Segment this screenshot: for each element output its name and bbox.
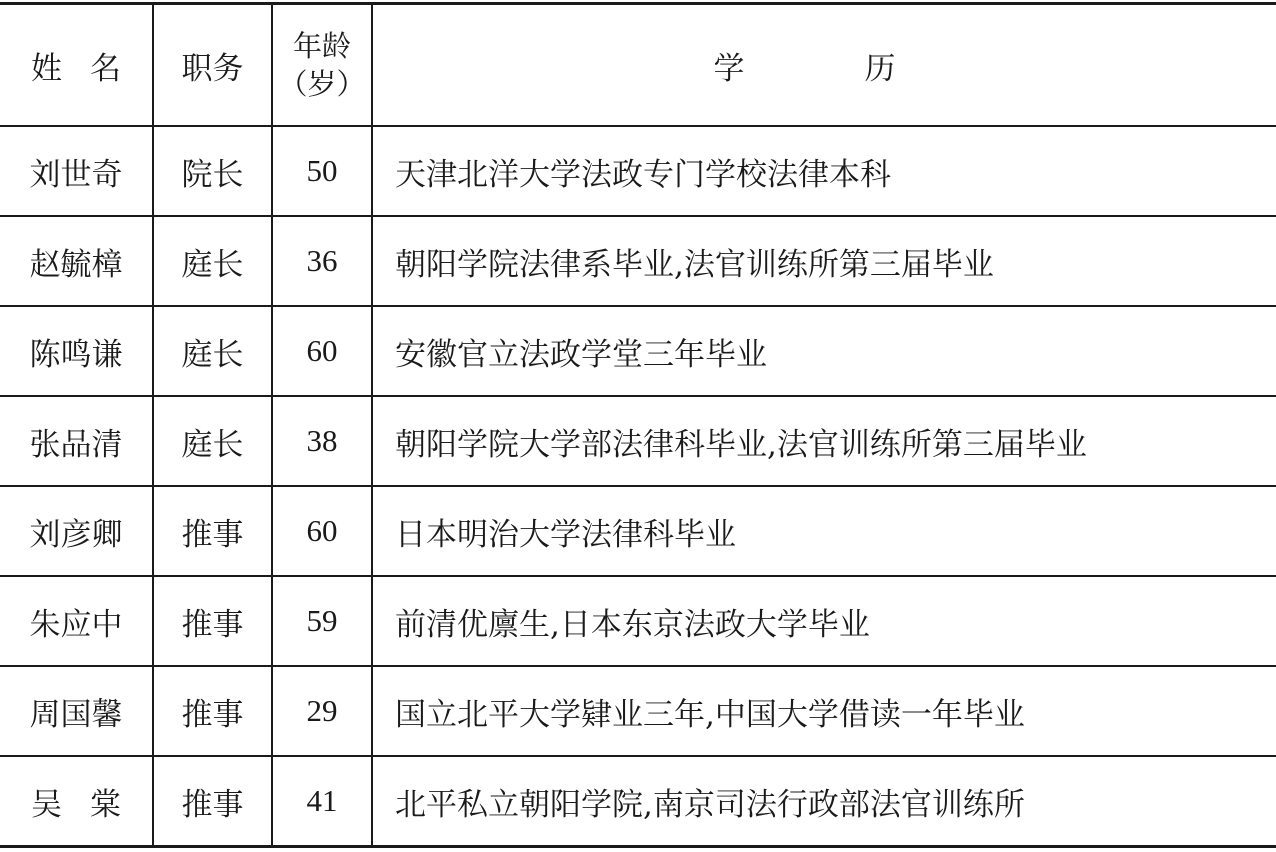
header-age-line2: （岁） <box>278 67 366 101</box>
cell-name-spaced: 吴棠 <box>31 786 149 823</box>
table-row <box>0 126 1276 216</box>
cell-name: 赵毓樟 <box>0 216 153 306</box>
cell-age: 38 <box>272 396 372 486</box>
cell-name: 刘世奇 <box>0 126 153 216</box>
cell-education: 朝阳学院大学部法律科毕业,法官训练所第三届毕业 <box>372 396 1276 486</box>
cell-age: 60 <box>272 306 372 396</box>
cell-role: 推事 <box>153 486 272 576</box>
personnel-table <box>0 2 1276 848</box>
table-row <box>0 576 1276 666</box>
cell-age: 41 <box>272 756 372 847</box>
cell-role: 推事 <box>153 576 272 666</box>
cell-age: 59 <box>272 576 372 666</box>
cell-role: 庭长 <box>153 306 272 396</box>
cell-age: 50 <box>272 126 372 216</box>
cell-name: 朱应中 <box>0 576 153 666</box>
cell-name: 刘彦卿 <box>0 486 153 576</box>
header-age <box>272 4 372 127</box>
header-role: 职务 <box>153 4 272 127</box>
table-body <box>0 126 1276 847</box>
cell-role: 庭长 <box>153 216 272 306</box>
cell-role: 推事 <box>153 756 272 847</box>
table-row <box>0 666 1276 756</box>
table-row <box>0 486 1276 576</box>
cell-role: 院长 <box>153 126 272 216</box>
header-name <box>0 4 153 127</box>
table-row <box>0 756 1276 847</box>
cell-role: 庭长 <box>153 396 272 486</box>
cell-age: 60 <box>272 486 372 576</box>
cell-education: 国立北平大学肄业三年,中国大学借读一年毕业 <box>372 666 1276 756</box>
header-education-label: 学历 <box>713 50 1016 87</box>
cell-name <box>0 756 153 847</box>
cell-name: 陈鸣谦 <box>0 306 153 396</box>
cell-education: 朝阳学院法律系毕业,法官训练所第三届毕业 <box>372 216 1276 306</box>
header-age-line1: 年龄 <box>292 29 351 63</box>
header-row <box>0 4 1276 127</box>
cell-age: 29 <box>272 666 372 756</box>
table-header <box>0 4 1276 127</box>
header-name-label: 姓名 <box>31 50 149 87</box>
cell-education: 安徽官立法政学堂三年毕业 <box>372 306 1276 396</box>
cell-education: 北平私立朝阳学院,南京司法行政部法官训练所 <box>372 756 1276 847</box>
table-row <box>0 396 1276 486</box>
table-row <box>0 216 1276 306</box>
cell-education: 天津北洋大学法政专门学校法律本科 <box>372 126 1276 216</box>
cell-education: 前清优廪生,日本东京法政大学毕业 <box>372 576 1276 666</box>
header-education <box>372 4 1276 127</box>
cell-age: 36 <box>272 216 372 306</box>
cell-name: 周国馨 <box>0 666 153 756</box>
cell-name: 张品清 <box>0 396 153 486</box>
table-row <box>0 306 1276 396</box>
cell-role: 推事 <box>153 666 272 756</box>
cell-education: 日本明治大学法律科毕业 <box>372 486 1276 576</box>
